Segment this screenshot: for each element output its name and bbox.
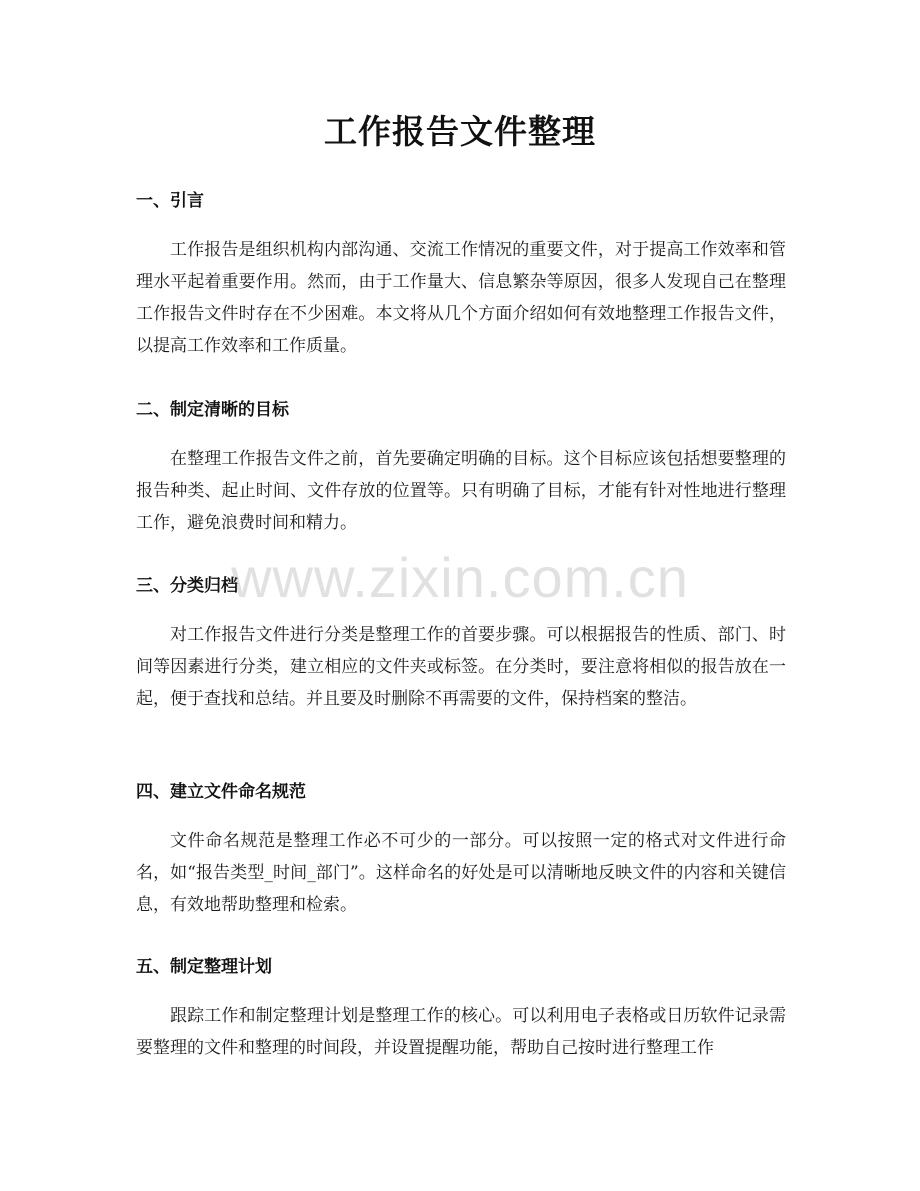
section-heading-plan: 五、制定整理计划 [136, 957, 272, 977]
section-paragraph-classification: 对工作报告文件进行分类是整理工作的首要步骤。可以根据报告的性质、部门、时间等因素进行分类，建立相应的文件夹或标签。在分类时，要注意将相似的报告放在一起，便于查找和总结。并且要及时删除不再需要的文件，保持档案的整洁。 [136, 625, 786, 709]
section-heading-introduction: 一、引言 [136, 191, 204, 211]
watermark: www.zixin.com.cn [231, 546, 689, 609]
section-paragraph-introduction: 工作报告是组织机构内部沟通、交流工作情况的重要文件，对于提高工作效率和管理水平起着重要作用。然而，由于工作量大、信息繁杂等原因，很多人发现自己在整理工作报告文件时存在不少困难。本文将从几个方面介绍如何有效地整理工作报告文件，以提高工作效率和工作质量。 [136, 240, 786, 356]
section-heading-naming-rules: 四、建立文件命名规范 [136, 782, 306, 802]
section-paragraph-clear-goals: 在整理工作报告文件之前，首先要确定明确的目标。这个目标应该包括想要整理的报告种类、起止时间、文件存放的位置等。只有明确了目标，才能有针对性地进行整理工作，避免浪费时间和精力。 [136, 449, 786, 533]
section-heading-classification: 三、分类归档 [136, 576, 238, 596]
section-paragraph-naming-rules: 文件命名规范是整理工作必不可少的一部分。可以按照一定的格式对文件进行命名，如“报告类型_时间_部门”。这样命名的好处是可以清晰地反映文件的内容和关键信息，有效地帮助整理和检索。 [136, 831, 786, 915]
section-heading-clear-goals: 二、制定清晰的目标 [136, 400, 289, 420]
document-title: 工作报告文件整理 [324, 112, 596, 151]
section-paragraph-plan: 跟踪工作和制定整理计划是整理工作的核心。可以利用电子表格或日历软件记录需要整理的文件和整理的时间段，并设置提醒功能，帮助自己按时进行整理工作 [136, 1006, 786, 1058]
